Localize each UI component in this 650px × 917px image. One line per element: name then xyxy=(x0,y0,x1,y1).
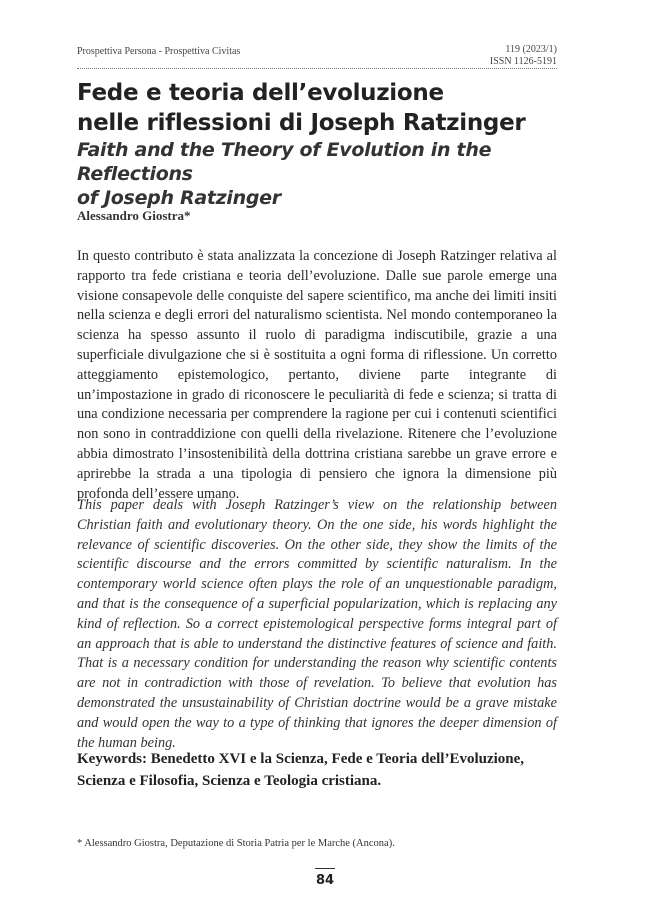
article-title xyxy=(77,78,577,138)
title-line-2: nelle riflessioni di Joseph Ratzinger xyxy=(77,110,526,136)
keywords: Keywords: Benedetto XVI e la Scienza, Fede e Teoria dell’Evoluzione, Scienza e Filosofia, Scienza e Teologia cristiana. xyxy=(77,751,525,789)
abstract-italian: In questo contributo è stata analizzata la concezione di Joseph Ratzinger relativa al rapporto tra fede cristiana e teoria dell’evoluzione. Dalle sue parole emerge una visione consapevole delle conquiste del sapere scientifico, ma anche dei limiti insiti nella scienza e degli errori del naturalismo scientista. Nel mondo contemporaneo la scienza ha spesso assunto il ruolo di paradigma indiscutibile, grazie a una superficiale divulgazione che si è sostituita a ogni forma di riflessione. Un corretto atteggiamento epistemologico, pertanto, diviene parte integrante di un’impostazione in grado di riconoscere le peculiarità di fede e scienza; si tratta di una condizione necessaria per comprendere la ragione per cui i contenuti scientifici non sono in contraddizione con quelli della rivelazione. Ritenere che l’evoluzione abbia dimostrato l’insostenibilità della dottrina cristiana sarebbe un grave errore e aprirebbe la strada a una tipologia di pensiero che ignora la dimensione più profonda dell’essere umano. xyxy=(77,248,557,502)
journal-name: Prospettiva Persona - Prospettiva Civitas xyxy=(77,46,241,57)
author-footnote: * Alessandro Giostra, Deputazione di Storia Patria per le Marche (Ancona). xyxy=(77,838,395,849)
title-en-line-1: Faith and the Theory of Evolution in the Reflections xyxy=(77,139,492,185)
page-number-block xyxy=(0,868,650,888)
author-name: Alessandro Giostra* xyxy=(77,208,191,223)
abstract-english: This paper deals with Joseph Ratzinger’s view on the relationship between Christian faith and evolutionary theory. On the one side, his words highlight the relevance of scientific discoveries. On the other side, they show the limits of the scientific discourse and the errors committed by scientific naturalism. In the contemporary world science often plays the role of an unquestionable paradigm, and that is the consequence of a superficial popularization, which is replacing any kind of reflection. So a correct epistemological perspective forms integral part of an approach that is able to understand the distinctive features of science and faith. That is a necessary condition for understanding the reason why scientific contents are not in contradiction with those of revelation. To believe that evolution has demonstrated the unsustainability of Christian doctrine would be a grave mistake and would open the way to a type of thinking that ignores the deeper dimension of the human being. xyxy=(77,497,557,751)
issn: ISSN 1126-5191 xyxy=(489,56,557,67)
issue-info xyxy=(490,44,557,68)
article-title-english xyxy=(77,138,577,210)
header-dotted-rule xyxy=(77,68,557,69)
title-line-1: Fede e teoria dell’evoluzione xyxy=(77,80,444,106)
title-en-line-2: of Joseph Ratzinger xyxy=(77,187,281,209)
issue-number: 119 (2023/1) xyxy=(505,44,557,55)
page-number: 84 xyxy=(315,873,335,888)
page-number-rule xyxy=(315,868,335,869)
